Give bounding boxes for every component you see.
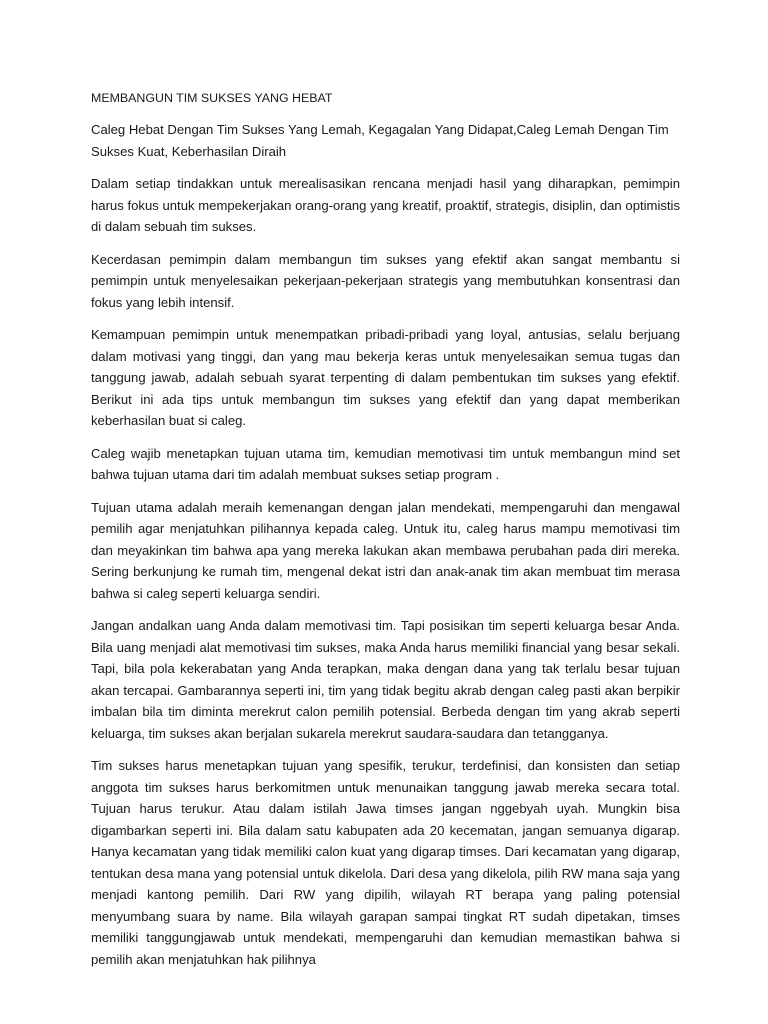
body-paragraph: Caleg wajib menetapkan tujuan utama tim, kemudian memotivasi tim untuk membangun mind set bahwa tujuan utama dari tim adalah membuat sukses setiap program .	[91, 445, 680, 482]
body-paragraph: Dalam setiap tindakkan untuk merealisasikan rencana menjadi hasil yang diharapkan, pemimpin harus fokus untuk mempekerjakan orang-orang yang kreatif, proaktif, strategis, disiplin, dan optimistis di dalam sebuah tim sukses.	[91, 176, 680, 234]
body-paragraph: Kecerdasan pemimpin dalam membangun tim sukses yang efektif akan sangat membantu si pemimpin untuk menyelesaikan pekerjaan-pekerjaan strategis yang membutuhkan konsentrasi dan fokus yang lebih intensif.	[91, 251, 680, 310]
body-paragraph: Tujuan utama adalah meraih kemenangan dengan jalan mendekati, mempengaruhi dan mengawal pemilih agar menjatuhkan pilihannya kepada caleg. Untuk itu, caleg harus mampu memotivasi tim dan meyakinkan tim bahwa apa yang mereka lakukan akan membawa perubahan pada diri mereka. Sering berkunjung ke rumah tim, mengenal dekat istri dan anak-anak tim akan membuat tim merasa bahwa si caleg seperti keluarga sendiri.	[91, 499, 680, 601]
subtitle-paragraph: Caleg Hebat Dengan Tim Sukses Yang Lemah, Kegagalan Yang Didapat,Caleg Lemah Dengan Tim Sukses Kuat, Keberhasilan Diraih	[91, 122, 669, 159]
document-title: MEMBANGUN TIM SUKSES YANG HEBAT	[91, 91, 333, 105]
body-paragraph: Jangan andalkan uang Anda dalam memotivasi tim. Tapi posisikan tim seperti keluarga besar Anda. Bila uang menjadi alat memotivasi tim sukses, maka Anda harus memiliki financial yang besar sekali. Tapi, bila pola kekerabatan yang Anda terapkan, maka dengan dana yang tak terlalu besar tujuan akan tercapai. Gambarannya seperti ini, tim yang tidak begitu akrab dengan caleg pasti akan berpikir imbalan bila tim diminta merekrut calon pemilih potensial. Berbeda dengan tim yang akrab seperti keluarga, tim sukses akan berjalan sukarela merekrut saudara-saudara dan tetangganya.	[91, 618, 680, 741]
body-paragraph: Tim sukses harus menetapkan tujuan yang spesifik, terukur, terdefinisi, dan konsisten dan setiap anggota tim sukses harus berkomitmen untuk menunaikan tanggung jawab mereka secara total. Tujuan harus terukur. Atau dalam istilah Jawa timses jangan nggebyah uyah. Mungkin bisa digambarkan seperti ini. Bila dalam satu kabupaten ada 20 kecematan, jangan semuanya digarap. Hanya kecamatan yang tidak memiliki calon kuat yang digarap timses. Dari kecamatan yang digarap, tentukan desa mana yang potensial untuk dikelola. Dari desa yang dikelola, pilih RW mana saja yang menjadi kantong pemilih. Dari RW yang dipilih, wilayah RT berapa yang paling potensial menyumbang suara by name. Bila wilayah garapan sampai tingkat RT sudah dipetakan, timses memiliki tanggungjawab untuk mendekati, mempengaruhi dan kemudian memastikan bahwa si pemilih akan menjatuhkan hak pilihnya	[91, 758, 680, 967]
document-page	[91, 88, 680, 981]
body-paragraph: Kemampuan pemimpin untuk menempatkan pribadi-pribadi yang loyal, antusias, selalu berjuang dalam motivasi yang tinggi, dan yang mau bekerja keras untuk menyelesaikan semua tugas dan tanggung jawab, adalah sebuah syarat terpenting di dalam pembentukan tim sukses yang efektif. Berikut ini ada tips untuk membangun tim sukses yang efektif dan yang dapat memberikan keberhasilan buat si caleg.	[91, 327, 680, 428]
